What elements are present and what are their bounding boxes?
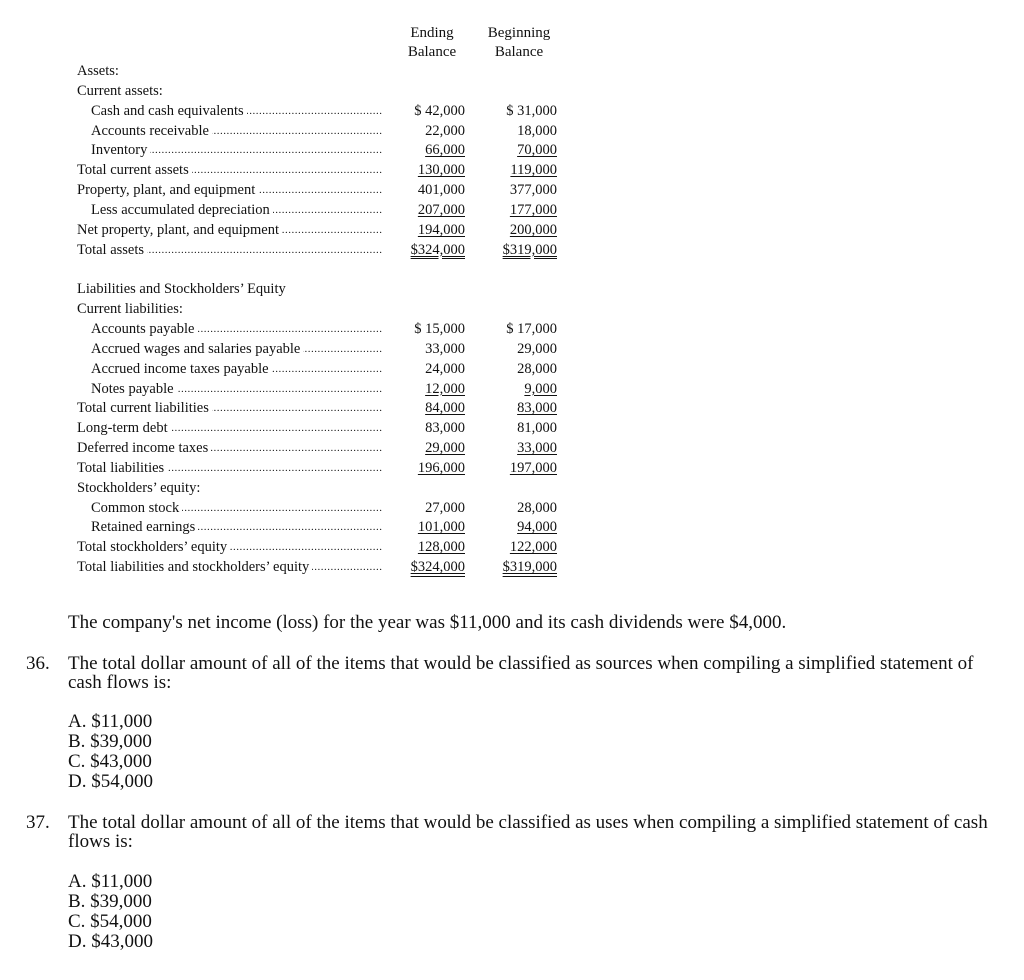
row-label bbox=[77, 360, 383, 380]
row-label-text: Deferred income taxes bbox=[77, 440, 211, 456]
row-label bbox=[77, 538, 383, 558]
ending-balance-value: 22,000 bbox=[425, 122, 465, 139]
row-label-text: Common stock bbox=[77, 500, 182, 516]
row-label bbox=[77, 241, 383, 261]
ending-balance-header bbox=[396, 24, 468, 62]
ending-balance-value: 128,000 bbox=[417, 539, 465, 556]
row-label bbox=[77, 141, 383, 161]
row-label-text: Accounts receivable bbox=[77, 123, 212, 139]
ending-balance-value: 130,000 bbox=[417, 162, 465, 179]
row-label bbox=[77, 300, 383, 320]
row-label-text: Liabilities and Stockholders’ Equity bbox=[77, 281, 289, 297]
balance-sheet-row bbox=[77, 102, 567, 122]
ending-balance-value: 66,000 bbox=[425, 142, 465, 159]
row-label-text: Assets: bbox=[77, 63, 122, 79]
balance-sheet-row bbox=[77, 82, 567, 102]
row-label-text bbox=[77, 261, 80, 277]
row-label-text: Current assets: bbox=[77, 83, 166, 99]
ending-balance-value: 33,000 bbox=[425, 340, 465, 357]
question-number: 37. bbox=[26, 812, 50, 833]
row-label-text: Long-term debt bbox=[77, 420, 171, 436]
row-label-text: Cash and cash equivalents bbox=[77, 103, 247, 119]
row-label bbox=[77, 439, 383, 459]
question-37-options bbox=[68, 872, 153, 952]
question-number: 36. bbox=[26, 653, 50, 674]
beginning-balance-value: 94,000 bbox=[517, 519, 557, 536]
beginning-balance-value: $ 31,000 bbox=[506, 102, 557, 119]
beginning-balance-value: $319,000 bbox=[502, 559, 557, 576]
ending-balance-value: 12,000 bbox=[425, 380, 465, 397]
beginning-balance-value: 200,000 bbox=[509, 221, 557, 238]
option-c[interactable]: C. $43,000 bbox=[68, 751, 152, 772]
beginning-balance-value: 28,000 bbox=[517, 499, 557, 516]
row-label bbox=[77, 479, 383, 499]
ending-balance-value: $324,000 bbox=[410, 241, 465, 258]
row-label-text: Less accumulated depreciation bbox=[77, 202, 273, 218]
ending-balance-value: $324,000 bbox=[410, 559, 465, 576]
question-text: The total dollar amount of all of the items that would be classified as sources when compiling a simplified statement of cash flows is: bbox=[68, 653, 974, 693]
row-label bbox=[77, 340, 383, 360]
balance-sheet-row bbox=[77, 62, 567, 82]
balance-sheet-row bbox=[77, 260, 567, 280]
option-c[interactable]: C. $54,000 bbox=[68, 911, 152, 932]
balance-sheet-row bbox=[77, 340, 567, 360]
row-label-text: Total current liabilities bbox=[77, 400, 212, 416]
row-label-text: Total liabilities bbox=[77, 460, 167, 476]
beginning-balance-value: 29,000 bbox=[517, 340, 557, 357]
row-label bbox=[77, 419, 383, 439]
row-label-text: Accounts payable bbox=[77, 321, 197, 337]
balance-sheet-row bbox=[77, 221, 567, 241]
row-label-text: Net property, plant, and equipment bbox=[77, 222, 282, 238]
balance-sheet-row bbox=[77, 419, 567, 439]
intro-text: The company's net income (loss) for the year was $11,000 and its cash dividends were $4,000. bbox=[68, 612, 787, 633]
ending-header-line1: Ending bbox=[410, 25, 454, 41]
row-label-text: Property, plant, and equipment bbox=[77, 182, 258, 198]
ending-balance-value: 401,000 bbox=[417, 182, 465, 199]
beginning-balance-value: 122,000 bbox=[509, 539, 557, 556]
balance-sheet-row bbox=[77, 558, 567, 578]
ending-header-line2: Balance bbox=[407, 44, 457, 60]
balance-sheet-row bbox=[77, 439, 567, 459]
beginning-balance-header bbox=[478, 24, 560, 62]
row-label bbox=[77, 399, 383, 419]
option-d[interactable]: D. $54,000 bbox=[68, 771, 153, 792]
option-b[interactable]: B. $39,000 bbox=[68, 891, 152, 912]
row-label bbox=[77, 320, 383, 340]
beginning-balance-value: 18,000 bbox=[517, 122, 557, 139]
option-b[interactable]: B. $39,000 bbox=[68, 731, 152, 752]
ending-balance-value: 24,000 bbox=[425, 360, 465, 377]
balance-sheet-row bbox=[77, 499, 567, 519]
balance-sheet-row bbox=[77, 141, 567, 161]
row-label-text: Accrued wages and salaries payable bbox=[77, 341, 303, 357]
ending-balance-value: 207,000 bbox=[417, 201, 465, 218]
ending-balance-value: 101,000 bbox=[417, 519, 465, 536]
balance-sheet-row bbox=[77, 122, 567, 142]
beginning-balance-value: 33,000 bbox=[517, 440, 557, 457]
beginning-balance-value: 177,000 bbox=[509, 201, 557, 218]
row-label bbox=[77, 82, 383, 102]
row-label-text: Total liabilities and stockholders’ equity bbox=[77, 559, 312, 575]
beginning-balance-value: 9,000 bbox=[524, 380, 557, 397]
row-label bbox=[77, 380, 383, 400]
beginning-header-line1: Beginning bbox=[487, 25, 551, 41]
row-label-text: Current liabilities: bbox=[77, 301, 186, 317]
row-label-text: Total current assets bbox=[77, 162, 192, 178]
balance-sheet-row bbox=[77, 300, 567, 320]
row-label-text: Total stockholders’ equity bbox=[77, 539, 230, 555]
ending-balance-value: 194,000 bbox=[417, 221, 465, 238]
ending-balance-value: 29,000 bbox=[425, 440, 465, 457]
row-label-text: Total assets bbox=[77, 242, 147, 258]
balance-sheet-row bbox=[77, 479, 567, 499]
beginning-balance-value: 81,000 bbox=[517, 420, 557, 437]
beginning-balance-value: 119,000 bbox=[510, 162, 557, 179]
beginning-balance-value: 197,000 bbox=[509, 459, 557, 476]
balance-sheet-row bbox=[77, 459, 567, 479]
option-a[interactable]: A. $11,000 bbox=[68, 711, 153, 732]
ending-balance-value: 84,000 bbox=[425, 400, 465, 417]
balance-sheet-row bbox=[77, 399, 567, 419]
option-a[interactable]: A. $11,000 bbox=[68, 871, 153, 892]
beginning-balance-value: 377,000 bbox=[509, 182, 557, 199]
option-d[interactable]: D. $43,000 bbox=[68, 931, 153, 952]
row-label bbox=[77, 161, 383, 181]
ending-balance-value: 196,000 bbox=[417, 459, 465, 476]
balance-sheet-row bbox=[77, 181, 567, 201]
row-label bbox=[77, 459, 383, 479]
ending-balance-value: 83,000 bbox=[425, 420, 465, 437]
balance-sheet-row bbox=[77, 380, 567, 400]
beginning-balance-value: 28,000 bbox=[517, 360, 557, 377]
row-label-text: Inventory bbox=[77, 142, 150, 158]
row-label bbox=[77, 122, 383, 142]
balance-sheet-row bbox=[77, 241, 567, 261]
row-label bbox=[77, 280, 383, 300]
ending-balance-value: $ 15,000 bbox=[414, 320, 465, 337]
row-label bbox=[77, 201, 383, 221]
question-36-options bbox=[68, 712, 153, 792]
row-label bbox=[77, 62, 383, 82]
balance-sheet-row bbox=[77, 201, 567, 221]
beginning-balance-value: 70,000 bbox=[517, 142, 557, 159]
row-label bbox=[77, 260, 383, 280]
row-label-text: Retained earnings bbox=[77, 519, 198, 535]
balance-sheet-row bbox=[77, 161, 567, 181]
row-label bbox=[77, 518, 383, 538]
row-label bbox=[77, 558, 383, 578]
balance-sheet-row bbox=[77, 538, 567, 558]
balance-sheet-row bbox=[77, 280, 567, 300]
beginning-balance-value: $319,000 bbox=[502, 241, 557, 258]
row-label bbox=[77, 499, 383, 519]
row-label-text: Notes payable bbox=[77, 381, 177, 397]
ending-balance-value: $ 42,000 bbox=[414, 102, 465, 119]
question-text: The total dollar amount of all of the items that would be classified as uses when compiling a simplified statement of cash flows is: bbox=[68, 812, 988, 852]
balance-sheet-row bbox=[77, 518, 567, 538]
ending-balance-value: 27,000 bbox=[425, 499, 465, 516]
row-label bbox=[77, 181, 383, 201]
row-label-text: Stockholders’ equity: bbox=[77, 480, 203, 496]
row-label bbox=[77, 221, 383, 241]
balance-sheet-row bbox=[77, 360, 567, 380]
beginning-header-line2: Balance bbox=[494, 44, 544, 60]
row-label bbox=[77, 102, 383, 122]
beginning-balance-value: $ 17,000 bbox=[506, 320, 557, 337]
balance-sheet-row bbox=[77, 320, 567, 340]
beginning-balance-value: 83,000 bbox=[517, 400, 557, 417]
row-label-text: Accrued income taxes payable bbox=[77, 361, 272, 377]
balance-sheet bbox=[77, 62, 567, 578]
